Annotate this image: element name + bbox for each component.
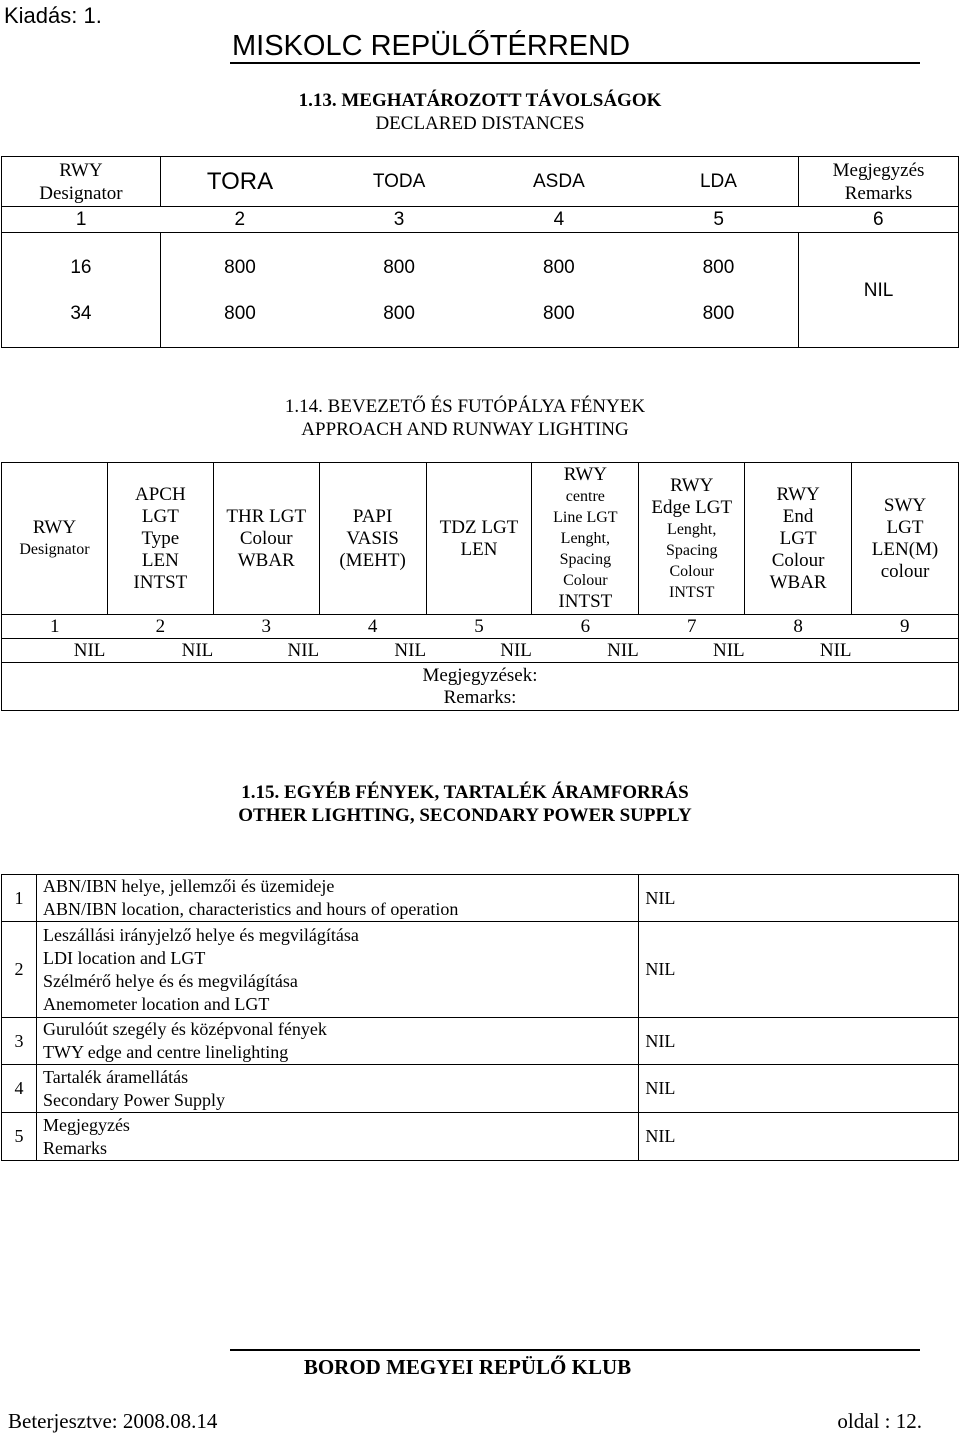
- row-number: 5: [2, 1113, 37, 1161]
- row-value: NIL: [639, 875, 959, 922]
- number-cell: 6: [532, 615, 639, 639]
- value-cell: [852, 639, 959, 663]
- table-row: [2, 875, 959, 922]
- remarks-row: [2, 663, 959, 711]
- lda-cell: 800 800: [639, 233, 799, 348]
- declared-distances-title: [0, 89, 960, 135]
- row-value: NIL: [639, 1113, 959, 1161]
- header-cell-remarks: Megjegyzés Remarks: [799, 157, 959, 207]
- section-title-en: APPROACH AND RUNWAY LIGHTING: [301, 419, 629, 440]
- approach-runway-lighting-table: [1, 462, 959, 711]
- header-cell: RWY End LGT Colour WBAR: [745, 463, 852, 615]
- number-cell: 3: [213, 615, 319, 639]
- value-cell: NIL: [745, 639, 852, 663]
- header-cell: RWY Edge LGT Lenght, Spacing Colour INTST: [639, 463, 745, 615]
- row-description: ABN/IBN helye, jellemzői és üzemideje ABN/IBN location, characteristics and hours of operation: [36, 875, 638, 922]
- asda-cell: 800 800: [479, 233, 639, 348]
- declared-distances-table: [1, 156, 959, 348]
- header-cell-toda: TODA: [319, 157, 479, 207]
- header-cell-lda: LDA: [639, 157, 799, 207]
- header-cell: PAPI VASIS (MEHT): [319, 463, 426, 615]
- number-cell: 5: [639, 207, 799, 233]
- section-title-en: DECLARED DISTANCES: [375, 113, 585, 134]
- row-description: Leszállási irányjelző helye és megvilágítása LDI location and LGT Szélmérő helye és és megvilágítása Anemometer location and LGT: [36, 922, 638, 1018]
- number-cell: 1: [2, 615, 108, 639]
- table-row: [2, 639, 959, 663]
- value-cell: NIL: [639, 639, 745, 663]
- runway-designator-cell: 16 34: [2, 233, 161, 348]
- remarks-cell: Megjegyzések: Remarks:: [2, 663, 959, 711]
- footer-rule: [230, 1349, 920, 1351]
- value-cell: NIL: [2, 639, 108, 663]
- number-cell: 2: [107, 615, 213, 639]
- header-rule: [230, 62, 920, 64]
- table-row: [2, 1018, 959, 1065]
- header-cell: SWY LGT LEN(M) colour: [852, 463, 959, 615]
- table-row: [2, 1113, 959, 1161]
- row-number: 3: [2, 1018, 37, 1065]
- row-description: Megjegyzés Remarks: [36, 1113, 638, 1161]
- header-cell-asda: ASDA: [479, 157, 639, 207]
- number-cell: 4: [479, 207, 639, 233]
- section-title-en: OTHER LIGHTING, SECONDARY POWER SUPPLY: [238, 805, 692, 826]
- edition-label: Kiadás: 1.: [4, 3, 102, 28]
- section-title-hu: 1.14. BEVEZETŐ ÉS FUTÓPÁLYA FÉNYEK: [284, 396, 646, 417]
- section-title-hu: 1.13. MEGHATÁROZOTT TÁVOLSÁGOK: [298, 90, 662, 111]
- row-value: NIL: [639, 922, 959, 1018]
- other-lighting-table: [1, 874, 959, 1161]
- number-cell: 9: [852, 615, 959, 639]
- row-number: 1: [2, 875, 37, 922]
- lighting-title: [0, 395, 930, 441]
- row-number: 2: [2, 922, 37, 1018]
- header-cell: RWY Designator: [2, 157, 161, 207]
- number-cell: 5: [426, 615, 532, 639]
- table-header-row: [2, 157, 959, 207]
- number-cell: 6: [799, 207, 959, 233]
- number-cell: 2: [160, 207, 319, 233]
- value-cell: NIL: [213, 639, 319, 663]
- row-value: NIL: [639, 1018, 959, 1065]
- number-cell: 4: [319, 615, 426, 639]
- number-cell: 3: [319, 207, 479, 233]
- number-cell: 1: [2, 207, 161, 233]
- row-description: Tartalék áramellátás Secondary Power Supply: [36, 1065, 638, 1113]
- value-cell: NIL: [426, 639, 532, 663]
- footer-club: BOROD MEGYEI REPÜLŐ KLUB: [303, 1355, 632, 1379]
- table-number-row: [2, 615, 959, 639]
- table-row: [2, 233, 959, 348]
- footer-page-number: oldal : 12.: [837, 1409, 922, 1433]
- page-title: MISKOLC REPÜLŐTÉRREND: [232, 30, 631, 62]
- remarks-cell: NIL: [799, 233, 959, 348]
- row-number: 4: [2, 1065, 37, 1113]
- table-row: [2, 1065, 959, 1113]
- value-cell: NIL: [532, 639, 639, 663]
- toda-cell: 800 800: [319, 233, 479, 348]
- header-cell: RWY Designator: [2, 463, 108, 615]
- number-cell: 7: [639, 615, 745, 639]
- table-number-row: [2, 207, 959, 233]
- header-cell: APCH LGT Type LEN INTST: [107, 463, 213, 615]
- other-lighting-title: [0, 781, 930, 827]
- footer-submitted: Beterjesztve: 2008.08.14: [8, 1409, 218, 1433]
- value-cell: NIL: [107, 639, 213, 663]
- header-cell-tora: TORA: [160, 157, 319, 207]
- tora-cell: 800 800: [160, 233, 319, 348]
- header-cell: TDZ LGT LEN: [426, 463, 532, 615]
- number-cell: 8: [745, 615, 852, 639]
- row-description: Gurulóút szegély és középvonal fények TWY edge and centre linelighting: [36, 1018, 638, 1065]
- table-header-row: [2, 463, 959, 615]
- header-cell: RWY centre Line LGT Lenght, Spacing Colour INTST: [532, 463, 639, 615]
- table-row: [2, 922, 959, 1018]
- value-cell: NIL: [319, 639, 426, 663]
- header-cell: THR LGT Colour WBAR: [213, 463, 319, 615]
- section-title-hu: 1.15. EGYÉB FÉNYEK, TARTALÉK ÁRAMFORRÁS: [241, 782, 689, 803]
- row-value: NIL: [639, 1065, 959, 1113]
